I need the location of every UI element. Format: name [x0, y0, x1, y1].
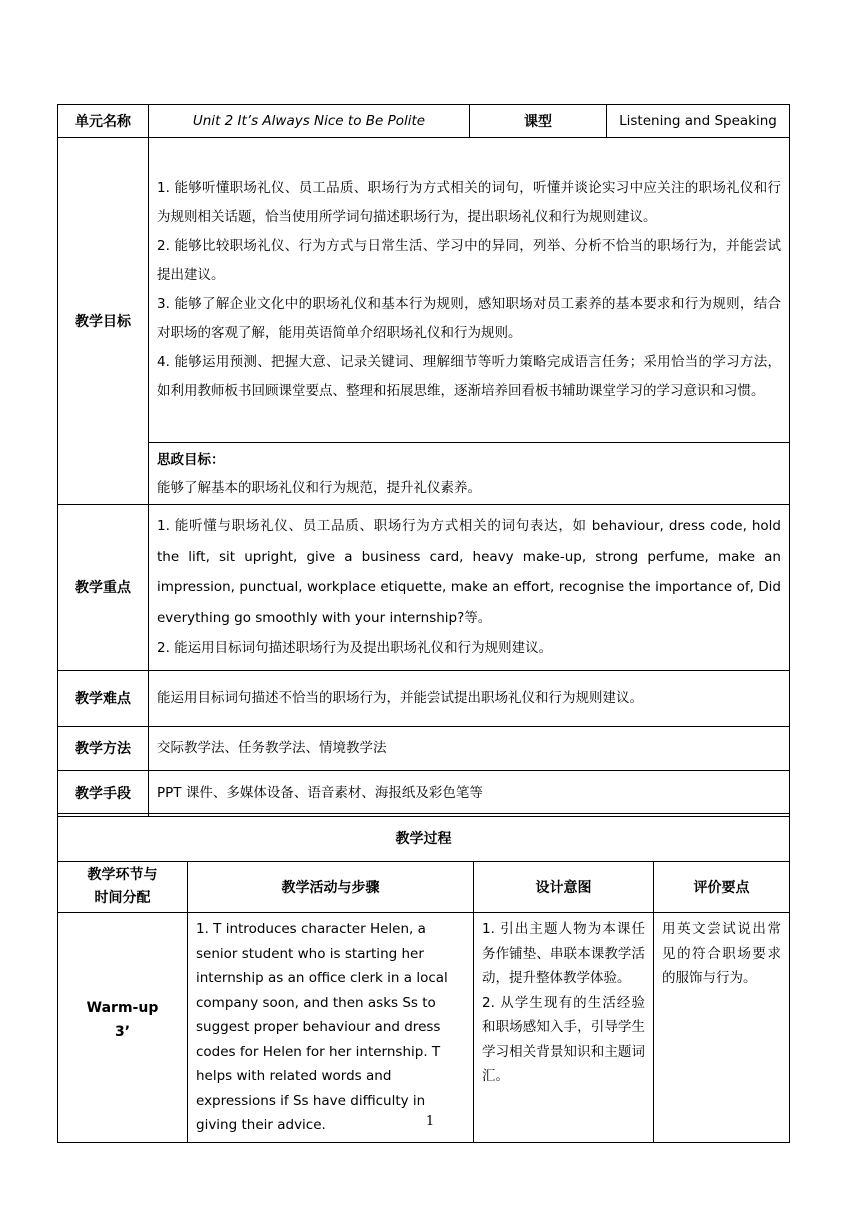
- objectives-label: 教学目标: [58, 138, 149, 505]
- lesson-info-table: [57, 104, 790, 817]
- type-value: Listening and Speaking: [607, 105, 790, 138]
- objective-item: 1. 能够听懂职场礼仪、员工品质、职场行为方式相关的词句，听懂并谈论实习中应关注的职场礼仪和行为规则相关话题，恰当使用所学词句描述职场行为，提出职场礼仪和行为规则建议。: [157, 180, 781, 225]
- key-point-item: 2. 能运用目标词句描述职场行为及提出职场礼仪和行为规则建议。: [157, 640, 553, 656]
- unit-label: 单元名称: [58, 105, 149, 138]
- stage-cell: [58, 913, 188, 1143]
- stage-time: 3’: [114, 1024, 131, 1041]
- difficulties-text: 能运用目标词句描述不恰当的职场行为，并能尝试提出职场礼仪和行为规则建议。: [149, 670, 790, 726]
- key-points-cell: [149, 505, 790, 671]
- unit-value: Unit 2 It’s Always Nice to Be Polite: [149, 105, 470, 138]
- process-title-row: [58, 814, 790, 862]
- process-title: 教学过程: [58, 814, 790, 862]
- key-points-row: [58, 505, 790, 671]
- key-points-label: 教学重点: [58, 505, 149, 671]
- objective-item: 2. 能够比较职场礼仪、行为方式与日常生活、学习中的异同，列举、分析不恰当的职场行为，并能尝试提出建议。: [157, 238, 781, 283]
- objectives-row: [58, 138, 790, 443]
- col-intent-header: 设计意图: [474, 862, 654, 913]
- means-text: PPT 课件、多媒体设备、语音素材、海报纸及彩色笔等: [149, 770, 790, 816]
- process-header-row: [58, 862, 790, 913]
- col-stage-header: 教学环节与 时间分配: [58, 862, 188, 913]
- evaluation-cell: 用英文尝试说出常见的符合职场要求的服饰与行为。: [654, 913, 790, 1143]
- intent-item: 2. 从学生现有的生活经验和职场感知入手，引导学生学习相关背景知识和主题词汇。: [482, 994, 645, 1084]
- page-number: 1: [425, 1114, 435, 1129]
- means-label: 教学手段: [58, 770, 149, 816]
- difficulties-label: 教学难点: [58, 670, 149, 726]
- process-table: [57, 813, 790, 1143]
- ideology-title: 思政目标：: [157, 451, 225, 468]
- ideology-cell: [149, 443, 790, 505]
- col-eval-header: 评价要点: [654, 862, 790, 913]
- methods-text: 交际教学法、任务教学法、情境教学法: [149, 726, 790, 770]
- ideology-row: [58, 443, 790, 505]
- objective-item: 4. 能够运用预测、把握大意、记录关键词、理解细节等听力策略完成语言任务；采用恰当的学习方法，如利用教师板书回顾课堂要点、整理和拓展思维，逐渐培养回看板书辅助课堂学习的学习意识和习惯。: [157, 354, 781, 399]
- stage-name: Warm-up: [86, 1000, 159, 1017]
- intent-item: 1. 引出主题人物为本课任务作铺垫、串联本课教学活动，提升整体教学体验。: [482, 921, 645, 986]
- activity-cell: 1. T introduces character Helen, a senior student who is starting her internship as an office clerk in a local company soon, and then asks Ss to suggest proper behaviour and dress codes for Helen for her internship. T helps with related words and expressions if Ss have difficulty in giving their advice.: [188, 913, 474, 1143]
- methods-row: [58, 726, 790, 770]
- difficulties-row: [58, 670, 790, 726]
- means-row: [58, 770, 790, 816]
- ideology-text: 能够了解基本的职场礼仪和行为规范，提升礼仪素养。: [157, 479, 481, 496]
- key-point-item: 1. 能听懂与职场礼仪、员工品质、职场行为方式相关的词句表达，如 behaviour, dress code, hold the lift, sit upright, give a business card, heavy make-up, strong perfume, make an impression, punctual, workplace etiquette, make an effort, recognise the importance of, Did everything go smoothly with your internship?等。: [157, 518, 781, 626]
- intent-cell: [474, 913, 654, 1143]
- methods-label: 教学方法: [58, 726, 149, 770]
- objectives-list: [149, 138, 790, 443]
- process-row-warmup: [58, 913, 790, 1143]
- col-activity-header: 教学活动与步骤: [188, 862, 474, 913]
- objective-item: 3. 能够了解企业文化中的职场礼仪和基本行为规则，感知职场对员工素养的基本要求和行为规则，结合对职场的客观了解，能用英语简单介绍职场礼仪和行为规则。: [157, 296, 781, 341]
- unit-row: [58, 105, 790, 138]
- type-label: 课型: [470, 105, 607, 138]
